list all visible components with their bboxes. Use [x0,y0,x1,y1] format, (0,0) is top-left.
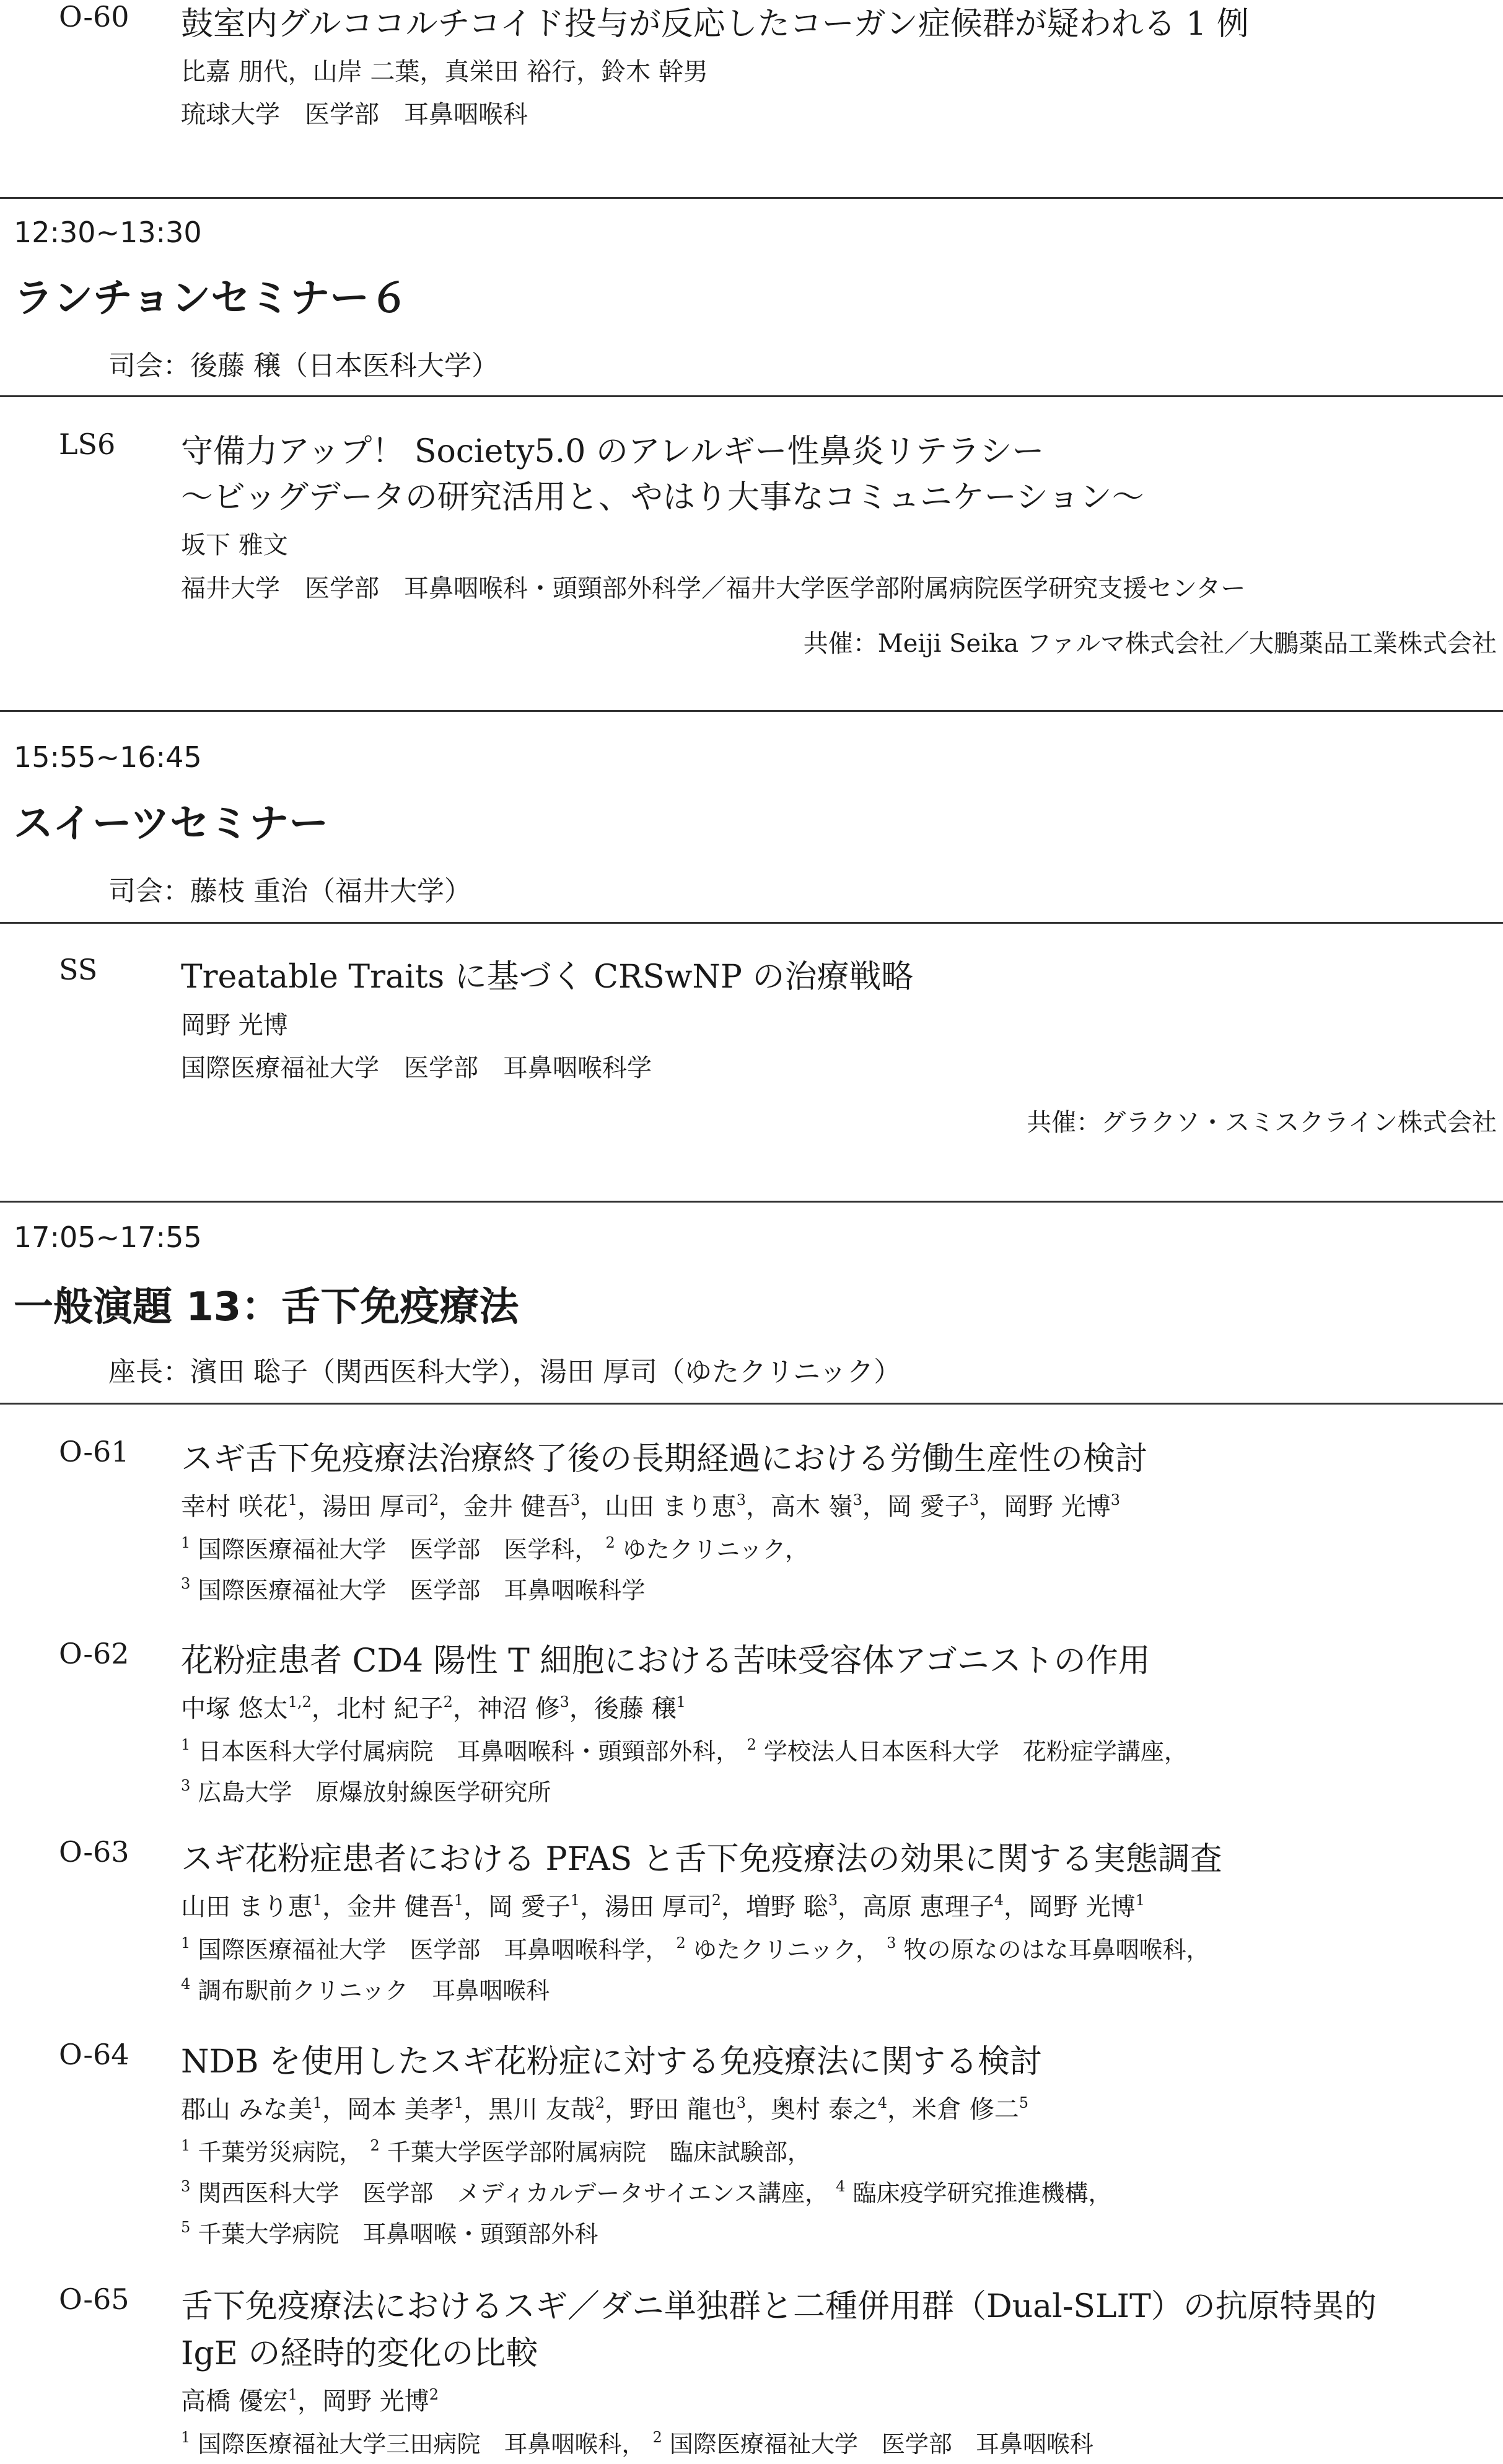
presentation-title-line2: IgE の経時的変化の比較 [181,2335,538,2372]
presentation-authors: 高橋 優宏$^1$，岡野 光博$^2$ [181,2386,439,2416]
affiliation-line [181,2215,598,2249]
affiliation-marker: 2 [605,1534,615,1551]
author-name: 郡山 みな美 [181,2095,313,2124]
presentation-authors: 山田 まり恵$^1$，金井 健吾$^1$，岡 愛子$^1$，湯田 厚司$^2$，増野 聡$^3$，高原 恵理子$^4$，岡野 光博$^1$ [181,1892,1145,1921]
author-affiliation-marker: 2 [443,1693,453,1711]
session-chair: 司会：後藤 穣（日本医科大学） [108,350,499,382]
presentation-code: O-61 [59,1435,129,1468]
affiliation-line [181,1530,808,1564]
presentation-authors: 郡山 みな美$^1$，岡本 美孝$^1$，黒川 友哉$^2$，野田 龍也$^3$，奥村 泰之$^4$，米倉 修二$^5$ [181,2094,1028,2124]
affiliation-text: 学校法人日本医科大学 花粉症学講座， [763,1738,1188,1765]
affiliation-marker: 3 [887,1934,896,1952]
affiliation-text: 国際医療福祉大学 医学部 耳鼻咽喉科 [669,2431,1093,2458]
affiliation-text: 牧の原なのはな耳鼻咽喉科， [903,1936,1210,1963]
section-divider [0,395,1503,397]
affiliation-marker: 1 [181,1534,191,1551]
affiliation-text: ゆたクリニック， [693,1936,880,1963]
author-affiliation-marker: 1,2 [287,1693,312,1711]
session-heading: スイーツセミナー [14,801,329,847]
author-affiliation-marker: 1 [312,1892,322,1909]
session-time: 17:05~17:55 [14,1221,202,1254]
affiliation-text: 国際医療福祉大学三田病院 耳鼻咽喉科， [198,2431,646,2458]
author-name: 湯田 厚司 [322,1493,429,1521]
author-affiliation-marker: 3 [559,1693,569,1711]
author-name: 黒川 友哉 [488,2095,595,2124]
author-affiliation-marker: 2 [595,2094,605,2111]
presentation-code: SS [59,953,98,986]
affiliation-marker: 1 [181,2429,191,2446]
author-name: 金井 健吾 [463,1493,571,1521]
affiliation-text: 千葉労災病院， [198,2139,363,2166]
author-affiliation-marker: 1 [1135,1892,1145,1909]
author-name: 中塚 悠太 [181,1695,288,1723]
author-name: 北村 紀子 [336,1695,444,1723]
session-chair: 座長：濱田 聡子（関西医科大学），湯田 厚司（ゆたクリニック） [108,1356,901,1388]
affiliation-line [181,1732,1188,1766]
author-name: 奥村 泰之 [771,2095,878,2124]
author-name: 湯田 厚司 [605,1893,712,1921]
affiliation-text: 国際医療福祉大学 医学部 医学科， [198,1536,598,1563]
affiliation-line [181,1773,551,1807]
author-name: 岡 愛子 [488,1893,571,1921]
session-heading: ランチョンセミナー６ [14,276,410,322]
author-name: 高木 嶺 [771,1493,853,1521]
affiliation-text: 広島大学 原爆放射線医学研究所 [198,1779,551,1806]
affiliation-line [181,2174,1112,2208]
affiliation-marker: 3 [181,2178,191,2195]
presentation-title-line1: 舌下免疫療法におけるスギ／ダニ単独群と二種併用群（Dual-SLIT）の抗原特異的 [181,2288,1377,2325]
affiliation-marker: 1 [181,1934,191,1952]
affiliation-line [181,2133,811,2167]
presentation-authors: 中塚 悠太$^{1,2}$，北村 紀子$^2$，神沼 修$^3$，後藤 穣$^1$ [181,1693,686,1723]
author-name: 幸村 咲花 [181,1493,288,1521]
affiliation-text: 臨床疫学研究推進機構， [852,2180,1112,2207]
author-affiliation-marker: 3 [736,1491,746,1509]
presentation-authors: 幸村 咲花$^1$，湯田 厚司$^2$，金井 健吾$^3$，山田 まり恵$^3$，高木 嶺$^3$，岡 愛子$^3$，岡野 光博$^3$ [181,1491,1120,1521]
author-affiliation-marker: 3 [969,1491,979,1509]
affiliation-marker: 3 [181,1575,191,1592]
affiliation-marker: 1 [181,2137,191,2154]
author-affiliation-marker: 3 [570,1491,580,1509]
sponsor: 共催：Meiji Seika ファルマ株式会社／大鵬薬品工業株式会社 [803,629,1497,658]
section-divider [0,1201,1503,1203]
presentation-author: 岡野 光博 [181,1011,288,1040]
presentation-title-line1: 守備力アップ！ Society5.0 のアレルギー性鼻炎リテラシー [181,433,1045,470]
author-name: 野田 龍也 [629,2095,737,2124]
affiliation-marker: 2 [652,2429,662,2446]
presentation-code: O-62 [59,1637,129,1670]
author-affiliation-marker: 1 [570,1892,580,1909]
presentation-title: 花粉症患者 CD4 陽性 T 細胞における苦味受容体アゴニストの作用 [181,1642,1150,1680]
sponsor: 共催：グラクソ・スミスクライン株式会社 [1027,1108,1497,1137]
affiliation-text: ゆたクリニック， [622,1536,809,1563]
presentation-code: O-65 [59,2282,129,2316]
affiliation-line [181,1571,645,1605]
affiliation-line [181,1971,550,2006]
author-affiliation-marker: 1 [454,1892,463,1909]
author-name: 山田 まり恵 [181,1893,313,1921]
section-divider [0,922,1503,924]
presentation-code: O-64 [59,2038,129,2071]
affiliation-text: 関西医科大学 医学部 メディカルデータサイエンス講座， [198,2180,829,2207]
author-name: 岡 愛子 [887,1493,970,1521]
author-name: 岡本 美孝 [347,2095,454,2124]
author-affiliation-marker: 3 [852,1491,862,1509]
presentation-title: スギ舌下免疫療法治療終了後の長期経過における労働生産性の検討 [181,1440,1148,1478]
presentation-affiliation: 琉球大学 医学部 耳鼻咽喉科 [181,100,528,129]
author-affiliation-marker: 2 [711,1892,721,1909]
author-affiliation-marker: 1 [676,1693,686,1711]
affiliation-text: 千葉大学病院 耳鼻咽喉・頭頸部外科 [198,2221,598,2248]
affiliation-marker: 2 [370,2137,380,2154]
author-name: 高橋 優宏 [181,2387,288,2416]
presentation-code: O-63 [59,1835,129,1869]
author-affiliation-marker: 3 [828,1892,838,1909]
presentation-affiliation: 国際医療福祉大学 医学部 耳鼻咽喉科学 [181,1054,652,1082]
session-chair: 司会：藤枝 重治（福井大学） [108,875,471,907]
author-affiliation-marker: 1 [287,1491,297,1509]
affiliation-marker: 2 [676,1934,686,1952]
affiliation-marker: 4 [181,1975,191,1993]
author-affiliation-marker: 4 [877,2094,887,2111]
presentation-title: 鼓室内グルココルチコイド投与が反応したコーガン症候群が疑われる 1 例 [181,6,1249,43]
author-name: 岡野 光博 [1028,1893,1136,1921]
author-name: 米倉 修二 [912,2095,1019,2124]
author-affiliation-marker: 1 [287,2386,297,2403]
author-name: 高原 恵理子 [862,1893,994,1921]
author-affiliation-marker: 2 [429,1491,439,1509]
affiliation-marker: 1 [181,1736,191,1753]
affiliation-text: 千葉大学医学部附属病院 臨床試験部， [387,2139,811,2166]
author-name: 岡野 光博 [322,2387,429,2416]
presentation-author: 坂下 雅文 [181,531,288,559]
affiliation-text: 日本医科大学付属病院 耳鼻咽喉科・頭頸部外科， [198,1738,740,1765]
affiliation-line [181,1931,1210,1965]
author-affiliation-marker: 1 [454,2094,463,2111]
author-name: 神沼 修 [477,1695,560,1723]
affiliation-marker: 4 [836,2178,846,2195]
section-divider [0,1403,1503,1405]
author-name: 岡野 光博 [1004,1493,1111,1521]
session-heading: 一般演題 13：舌下免疫療法 [14,1284,519,1330]
presentation-title-line2: ～ビッグデータの研究活用と、やはり大事なコミュニケーション～ [181,479,1144,516]
session-time: 12:30~13:30 [14,216,202,249]
author-name: 後藤 穣 [594,1695,677,1723]
presentation-code: O-60 [59,0,129,33]
author-affiliation-marker: 3 [1110,1491,1120,1509]
presentation-authors: 比嘉 朋代，山岸 二葉，真栄田 裕行，鈴木 幹男 [181,58,708,86]
author-affiliation-marker: 3 [736,2094,746,2111]
author-affiliation-marker: 2 [429,2386,439,2403]
affiliation-text: 国際医療福祉大学 医学部 耳鼻咽喉科学 [198,1577,646,1604]
author-affiliation-marker: 1 [312,2094,322,2111]
affiliation-text: 調布駅前クリニック 耳鼻咽喉科 [198,1977,550,2004]
author-name: 増野 聡 [746,1893,828,1921]
session-time: 15:55~16:45 [14,740,202,774]
affiliation-marker: 5 [181,2219,191,2236]
affiliation-marker: 2 [747,1736,756,1753]
presentation-title: Treatable Traits に基づく CRSwNP の治療戦略 [181,958,914,996]
presentation-affiliation: 福井大学 医学部 耳鼻咽喉科・頭頸部外科学／福井大学医学部附属病院医学研究支援センター [181,574,1246,603]
affiliation-line [181,2425,1093,2459]
author-name: 山田 まり恵 [605,1493,737,1521]
author-affiliation-marker: 4 [994,1892,1004,1909]
presentation-code: LS6 [59,427,116,461]
author-name: 金井 健吾 [347,1893,454,1921]
section-divider [0,197,1503,199]
presentation-title: スギ花粉症患者における PFAS と舌下免疫療法の効果に関する実態調査 [181,1841,1222,1878]
affiliation-marker: 3 [181,1777,191,1794]
author-affiliation-marker: 5 [1019,2094,1028,2111]
presentation-title: NDB を使用したスギ花粉症に対する免疫療法に関する検討 [181,2043,1042,2080]
section-divider [0,710,1503,712]
affiliation-text: 国際医療福祉大学 医学部 耳鼻咽喉科学， [198,1936,669,1963]
